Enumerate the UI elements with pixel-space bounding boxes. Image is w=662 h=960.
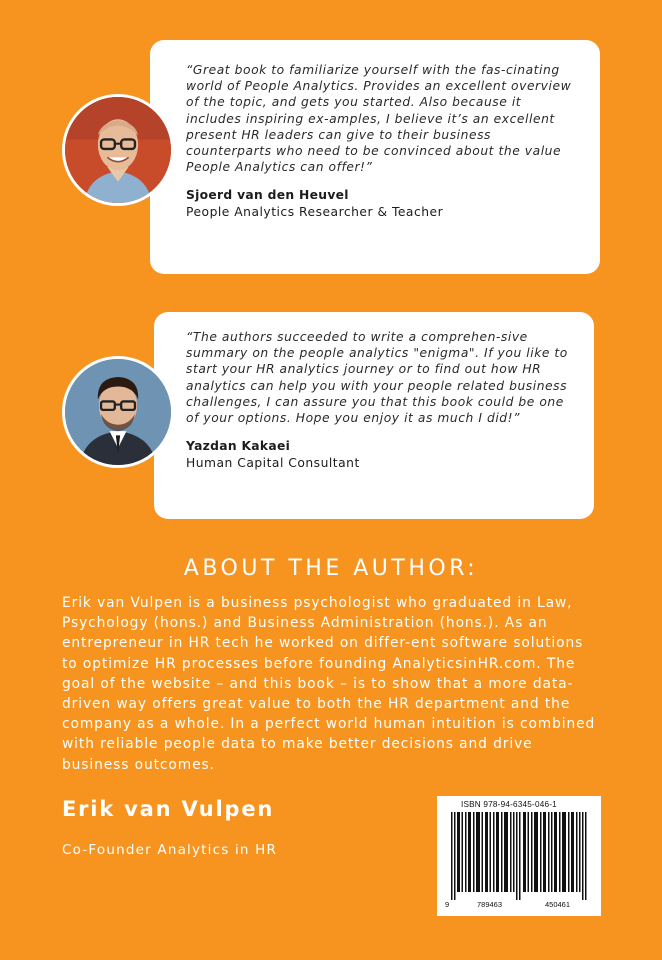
barcode xyxy=(437,796,601,916)
barcode-digit-first: 9 xyxy=(445,900,450,909)
author-name: Erik van Vulpen xyxy=(62,797,275,821)
testimonial-card-2 xyxy=(154,312,594,519)
avatar xyxy=(62,356,174,468)
testimonial-card-1 xyxy=(150,40,600,274)
avatar xyxy=(62,94,174,206)
testimonial-quote: “Great book to familiarize yourself with the fas-cinating world of People Analytics. Provides an excellent overview of the topic, and gets you started. Also because it includes inspiring ex-amples, I believe it’s an excellent present HR leaders can give to their business counterparts who need to be convinced about the value People Analytics can offer!” xyxy=(186,63,572,175)
barcode-bars xyxy=(443,812,595,900)
barcode-digits-left: 789463 xyxy=(477,900,503,909)
testimonial-quote: “The authors succeeded to write a comprehen-sive summary on the people analytics "enigma". If you like to start your HR analytics journey or to find out how HR analytics can help you with your people related business challenges, I can assure you that this book could be one of your options. Hope you enjoy it as much I did!” xyxy=(186,330,568,426)
testimonial-role: Human Capital Consultant xyxy=(186,456,360,471)
about-heading: ABOUT THE AUTHOR: xyxy=(183,556,479,581)
barcode-digits-right: 450461 xyxy=(545,900,571,909)
portrait-icon xyxy=(65,97,171,203)
isbn-label: ISBN 978-94-6345-046-1 xyxy=(461,800,557,809)
author-role: Co-Founder Analytics in HR xyxy=(62,842,278,858)
about-body: Erik van Vulpen is a business psychologist who graduated in Law, Psychology (hons.) and Business Administration (hons.). As an entrepreneur in HR tech he worked on differ-ent software solutions to optimize HR processes before founding AnalyticsinHR.com. The goal of the website – and this book – is to show that a more data-driven way offers great value to both the HR department and the company as a whole. In a perfect world human intuition is combined with reliable people data to make better decisions and drive business outcomes. xyxy=(62,595,596,773)
testimonial-name: Sjoerd van den Heuvel xyxy=(186,188,349,203)
portrait-icon xyxy=(65,359,171,465)
testimonial-role: People Analytics Researcher & Teacher xyxy=(186,205,444,220)
testimonial-name: Yazdan Kakaei xyxy=(186,439,291,454)
